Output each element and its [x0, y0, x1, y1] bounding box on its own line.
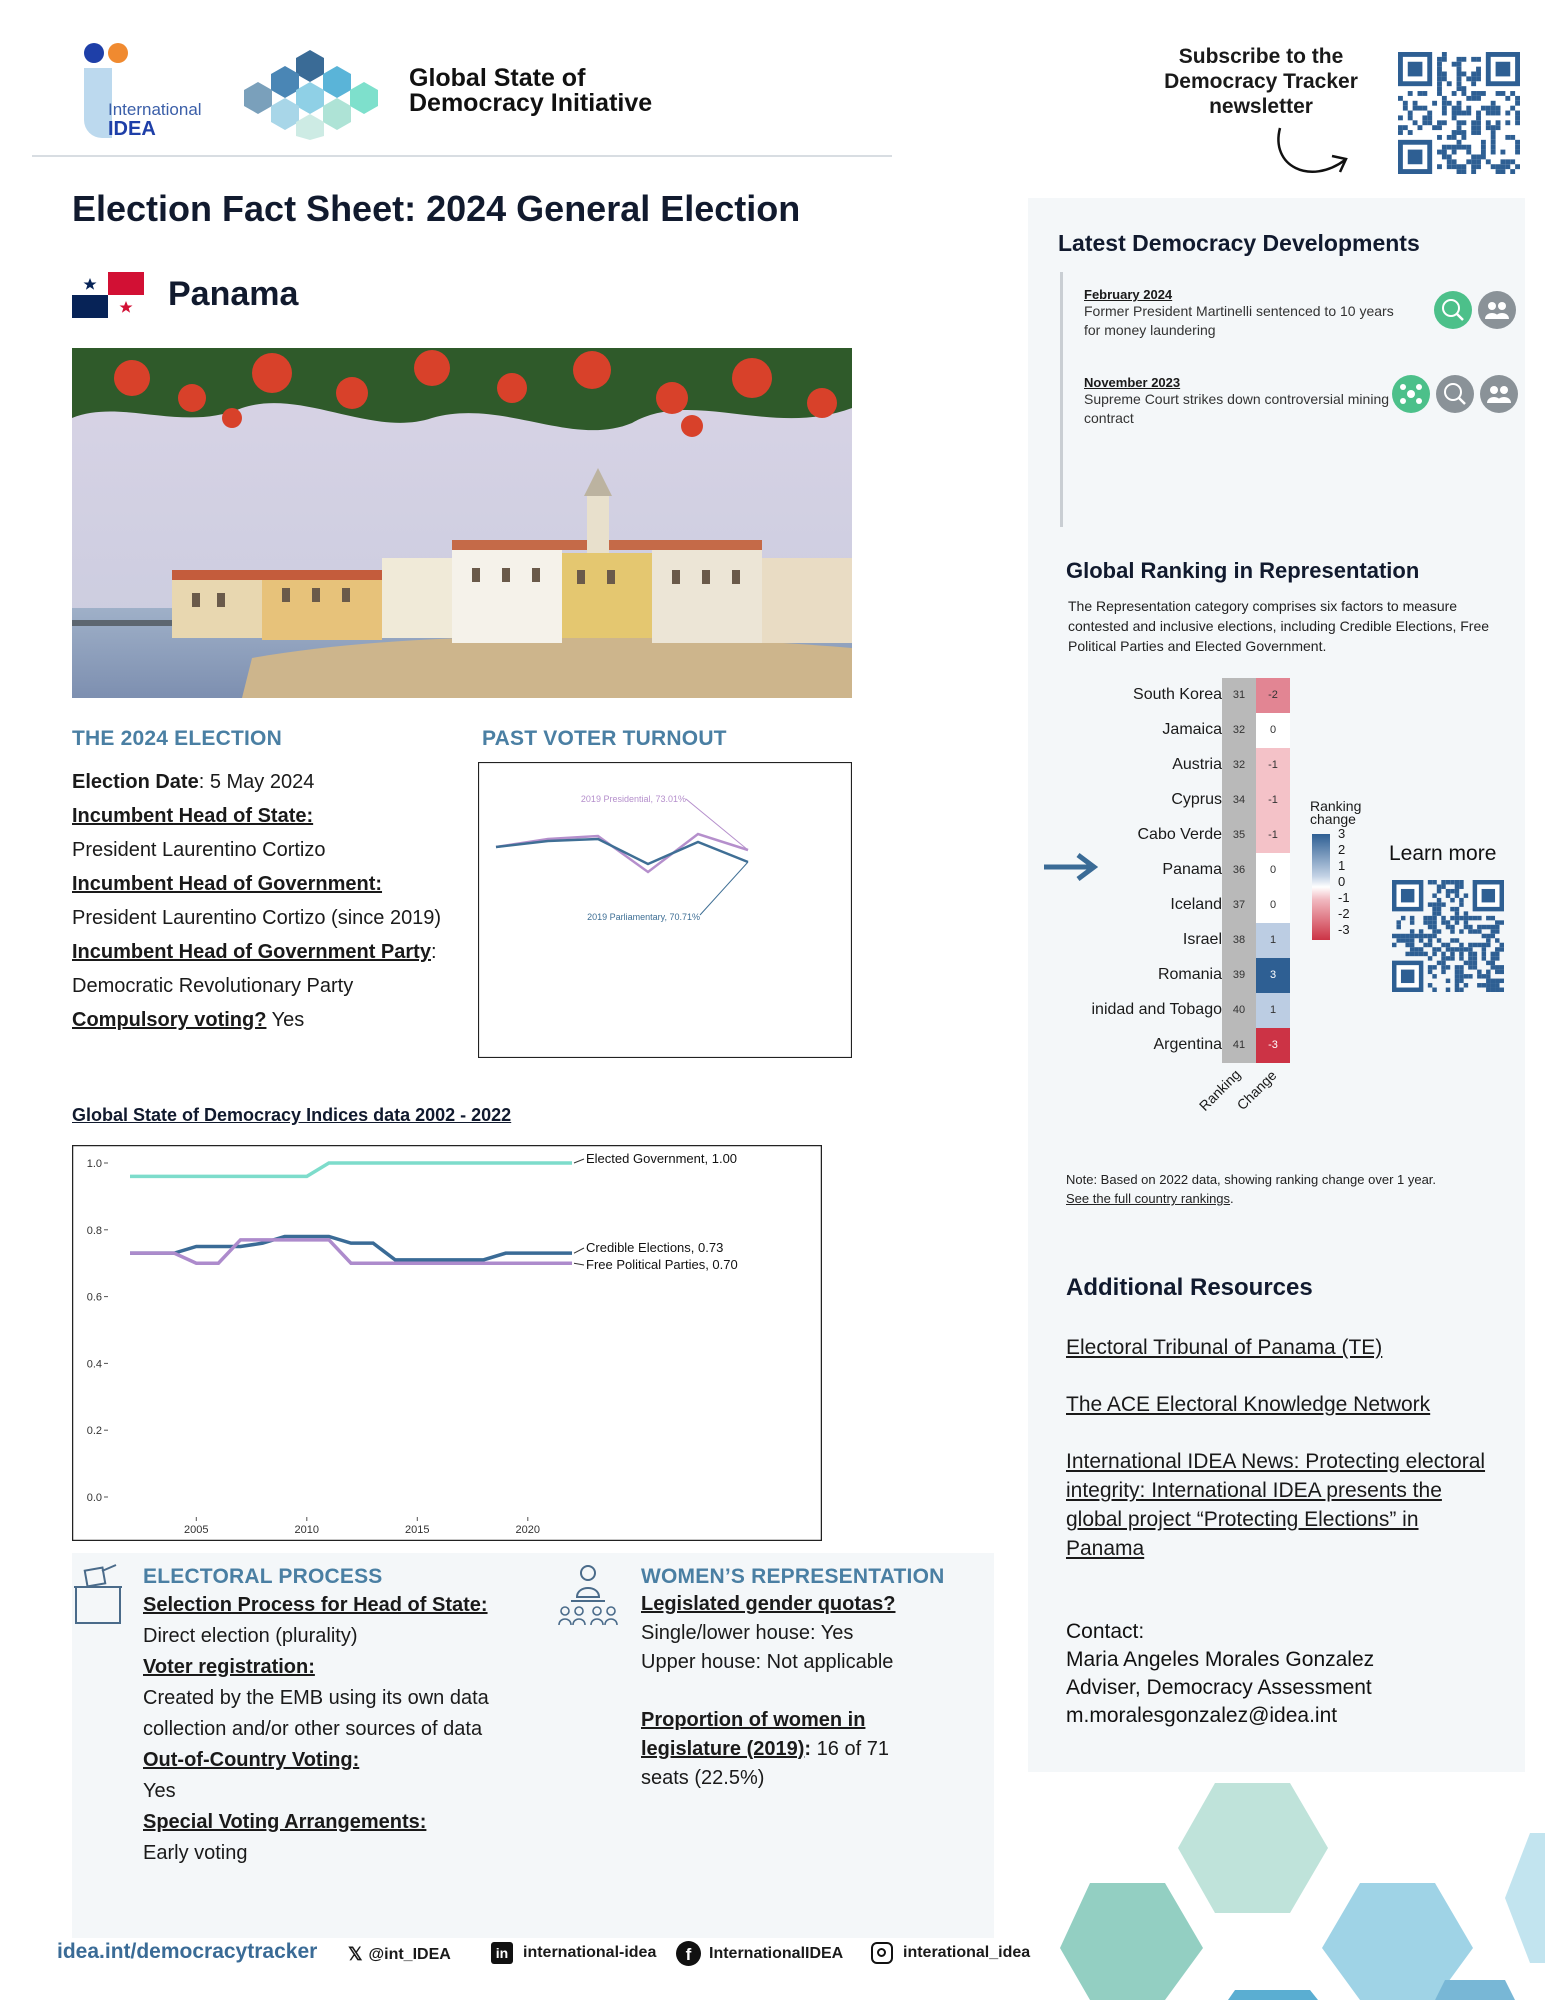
full-rankings-link[interactable]: See the full country rankings	[1066, 1191, 1231, 1206]
ranking-cell: 37	[1222, 888, 1256, 923]
ranking-cell: 41	[1222, 1028, 1256, 1063]
ranking-country-label: South Korea	[1133, 686, 1222, 703]
development-date: February 2024	[1084, 287, 1173, 302]
change-col-label: Change	[1233, 1067, 1280, 1113]
contact-name: Maria Angeles Morales Gonzalez	[1066, 1648, 1375, 1671]
quota-lower-label: Single/lower house	[641, 1622, 810, 1644]
change-cell: 3	[1256, 958, 1290, 993]
ranking-cell: 40	[1222, 993, 1256, 1028]
legend-title-line-1: Ranking	[1310, 798, 1362, 814]
initiative-name	[409, 66, 652, 116]
women-details	[641, 1590, 971, 1793]
ranking-cell: 34	[1222, 783, 1256, 818]
ballot-box-icon	[72, 1563, 124, 1625]
turnout-label-presidential: 2019 Presidential, 73.01%	[580, 794, 686, 804]
subscribe-line-1: Subscribe to the	[1178, 45, 1344, 68]
idea-news-link[interactable]: International IDEA News: Protecting electoral integrity: International IDEA presents the global project “Protecting Elections” in Panama	[1066, 1450, 1486, 1560]
selection-value: Direct election (plurality)	[143, 1625, 358, 1647]
learn-more-qr-code[interactable]	[1392, 880, 1504, 992]
header-divider	[32, 155, 892, 157]
subscribe-line-3: newsletter	[1209, 95, 1313, 118]
decorative-hexagons	[1060, 1780, 1545, 2000]
ranking-country-label: Romania	[1157, 966, 1222, 983]
curved-arrow-icon	[1270, 126, 1350, 186]
resources-heading: Additional Resources	[1066, 1274, 1313, 1301]
election-date-value: : 5 May 2024	[198, 771, 315, 793]
ranking-country-label: Cyprus	[1171, 791, 1222, 808]
ranking-country-label: Panama	[1162, 861, 1222, 878]
ranking-description: The Representation category comprises six factors to measure contested and inclusive elections, including Credible Elections, Free Political Parties and Elected Government.	[1068, 598, 1490, 654]
quota-label: Legislated gender quotas?	[641, 1593, 896, 1615]
change-cell: -1	[1256, 818, 1290, 853]
quota-lower-row	[641, 1619, 971, 1648]
change-cell: 1	[1256, 923, 1290, 958]
developments-rule	[1060, 272, 1063, 527]
magnifier-people-icon	[1436, 375, 1474, 413]
compulsory-value: Yes	[266, 1009, 305, 1031]
party-label: Incumbent Head of Government Party	[72, 941, 431, 963]
network-icon	[1392, 375, 1430, 413]
election-heading: THE 2024 ELECTION	[72, 727, 282, 750]
series-label: Free Political Parties, 0.70	[586, 1257, 738, 1272]
election-details	[72, 765, 462, 1037]
party-row	[72, 935, 462, 969]
legend-title	[1310, 800, 1361, 826]
party-colon: :	[430, 941, 437, 963]
ranking-country-label: inidad and Tobago	[1091, 1001, 1222, 1018]
party-value: Democratic Revolutionary Party	[72, 975, 354, 997]
electoral-tribunal-link[interactable]: Electoral Tribunal of Panama (TE)	[1066, 1336, 1383, 1359]
women-heading: WOMEN’S REPRESENTATION	[641, 1565, 945, 1588]
x-tick-label: 2010	[294, 1524, 320, 1536]
ace-network-link[interactable]: The ACE Electoral Knowledge Network	[1066, 1393, 1431, 1416]
logo-dot-blue	[84, 43, 104, 63]
change-cell: 0	[1256, 888, 1290, 923]
ranking-cell: 39	[1222, 958, 1256, 993]
ranking-country-label: Cabo Verde	[1137, 826, 1222, 843]
change-cell: 0	[1256, 713, 1290, 748]
footer-site-link[interactable]: idea.int/democracytracker	[57, 1940, 318, 1963]
x-tick-label: 2005	[184, 1524, 209, 1536]
y-tick-label: 1.0	[86, 1158, 102, 1170]
instagram-handle: interational_idea	[903, 1944, 1031, 1961]
page-title: Election Fact Sheet: 2024 General Election	[72, 188, 801, 229]
change-cell: 1	[1256, 993, 1290, 1028]
linkedin-icon: in	[491, 1942, 513, 1964]
legend-tick-label: -3	[1338, 922, 1350, 937]
ranking-country-label: Jamaica	[1162, 721, 1222, 738]
proportion-row	[641, 1735, 971, 1764]
learn-more-label: Learn more	[1389, 842, 1497, 865]
magnifier-people-icon	[1434, 291, 1472, 329]
series-label: Credible Elections, 0.73	[586, 1240, 724, 1255]
ranking-col-label: Ranking	[1195, 1066, 1244, 1114]
ranking-cell: 38	[1222, 923, 1256, 958]
head-of-state-value: President Laurentino Cortizo	[72, 839, 326, 861]
ocv-value: Yes	[143, 1780, 176, 1802]
proportion-colon: :	[804, 1738, 812, 1760]
ranking-heatmap	[1222, 678, 1292, 1068]
development-text: Supreme Court strikes down controversial mining contract	[1084, 391, 1390, 426]
indices-line-chart	[72, 1145, 822, 1541]
newsletter-qr-code[interactable]	[1398, 52, 1520, 174]
x-tick-label: 2015	[405, 1524, 430, 1536]
people-group-icon	[1480, 375, 1518, 413]
proportion-label-1: Proportion of women in	[641, 1709, 866, 1731]
people-group-icon	[1478, 291, 1516, 329]
ranking-cell: 35	[1222, 818, 1256, 853]
gsod-hexagon-logo	[240, 48, 385, 140]
proportion-value-1: 16 of 71	[811, 1738, 889, 1760]
election-date-row	[72, 765, 462, 799]
turnout-label-parliamentary: 2019 Parliamentary, 70.71%	[587, 912, 700, 922]
panama-flag-icon	[72, 272, 144, 318]
y-tick-label: 0.2	[86, 1425, 102, 1438]
turnout-heading: PAST VOTER TURNOUT	[482, 727, 727, 750]
ranking-country-label: Argentina	[1153, 1036, 1222, 1053]
series-label: Elected Government, 1.00	[586, 1151, 738, 1166]
y-tick-label: 0.0	[86, 1492, 102, 1504]
contact-email[interactable]: m.moralesgonzalez@idea.int	[1066, 1704, 1338, 1727]
ranking-heading: Global Ranking in Representation	[1066, 558, 1420, 583]
ranking-cell: 36	[1222, 853, 1256, 888]
compulsory-label: Compulsory voting?	[72, 1009, 267, 1031]
x-social[interactable]	[348, 1944, 451, 1965]
change-cell: -2	[1256, 678, 1290, 713]
head-of-state-label: Incumbent Head of State:	[72, 805, 314, 827]
quota-upper: Upper house: Not applicable	[641, 1651, 894, 1673]
legend-tick-label: 0	[1338, 874, 1346, 889]
legend-tick-label: 3	[1338, 826, 1346, 841]
ranking-cell: 32	[1222, 713, 1256, 748]
subscribe-text[interactable]	[1150, 44, 1372, 119]
linkedin-handle: international-idea	[523, 1944, 657, 1961]
legend-ticks	[1338, 827, 1358, 947]
facebook-icon: f	[676, 1941, 701, 1966]
developments-heading: Latest Democracy Developments	[1058, 230, 1420, 256]
development-item-1[interactable]	[1084, 287, 1394, 340]
x-logo-icon: 𝕏	[348, 1944, 363, 1964]
contact-label: Contact:	[1066, 1620, 1145, 1643]
compulsory-row	[72, 1003, 462, 1037]
facebook-handle: InternationalIDEA	[709, 1944, 844, 1962]
ranking-note-text: Note: Based on 2022 data, showing ranking change over 1 year.	[1066, 1172, 1437, 1187]
ranking-note	[1066, 1170, 1516, 1208]
ranking-country-label: Israel	[1182, 931, 1222, 948]
initiative-line-1: Global State of	[409, 64, 586, 92]
electoral-process-details	[143, 1590, 538, 1869]
development-date: November 2023	[1084, 375, 1181, 390]
instagram-social[interactable]	[871, 1942, 1030, 1964]
sva-value: Early voting	[143, 1842, 248, 1864]
ranking-cell: 32	[1222, 748, 1256, 783]
legend-title-line-2: change	[1310, 811, 1356, 827]
legend-tick-label: 1	[1338, 858, 1346, 873]
legend-tick-label: -2	[1338, 906, 1350, 921]
change-cell: 0	[1256, 853, 1290, 888]
panama-city-photo	[72, 348, 852, 698]
quota-lower-value: : Yes	[810, 1622, 854, 1644]
legend-tick-label: 2	[1338, 842, 1346, 857]
x-tick-label: 2020	[515, 1524, 541, 1536]
contact-block	[1066, 1618, 1374, 1730]
y-tick-label: 0.4	[86, 1358, 102, 1371]
change-cell: -1	[1256, 783, 1290, 818]
proportion-label-2: legislature (2019)	[641, 1738, 805, 1760]
change-cell: -1	[1256, 748, 1290, 783]
country-name: Panama	[168, 275, 299, 313]
sva-label: Special Voting Arrangements:	[143, 1811, 427, 1833]
ranking-country-label: Iceland	[1170, 896, 1222, 913]
change-cell: -3	[1256, 1028, 1290, 1063]
contact-role: Adviser, Democracy Assessment	[1066, 1676, 1372, 1699]
turnout-chart	[478, 762, 852, 1058]
linkedin-social[interactable]	[491, 1942, 656, 1964]
ranking-cell: 31	[1222, 678, 1256, 713]
legend-color-bar	[1312, 834, 1330, 940]
women-parliament-icon	[555, 1563, 621, 1629]
idea-logo[interactable]	[80, 40, 210, 140]
legend-tick-label: -1	[1338, 890, 1350, 905]
ranking-country-label: Austria	[1172, 756, 1222, 773]
initiative-line-2: Democracy Initiative	[409, 89, 653, 117]
ocv-label: Out-of-Country Voting:	[143, 1749, 360, 1771]
development-text: Former President Martinelli sentenced to 10 years for money laundering	[1084, 303, 1394, 338]
logo-dot-orange	[108, 43, 128, 63]
head-of-government-label: Incumbent Head of Government:	[72, 873, 383, 895]
head-of-government-value: President Laurentino Cortizo (since 2019)	[72, 907, 442, 929]
panama-arrow-icon	[1042, 852, 1098, 882]
indices-heading[interactable]: Global State of Democracy Indices data 2002 - 2022	[72, 1105, 512, 1125]
proportion-value-2: seats (22.5%)	[641, 1767, 765, 1789]
facebook-social[interactable]	[676, 1941, 843, 1966]
instagram-icon	[871, 1942, 893, 1964]
election-date-label: Election Date	[72, 771, 199, 793]
selection-label: Selection Process for Head of State:	[143, 1594, 488, 1616]
x-handle: @int_IDEA	[368, 1945, 451, 1963]
logo-text-idea: IDEA	[108, 118, 156, 140]
registration-value: Created by the EMB using its own data collection and/or other sources of data	[143, 1687, 489, 1740]
subscribe-line-2: Democracy Tracker	[1164, 70, 1358, 93]
ranking-note-link-row	[1066, 1189, 1516, 1208]
ranking-note-end: .	[1230, 1191, 1234, 1206]
development-item-2[interactable]	[1084, 375, 1394, 428]
y-tick-label: 0.6	[86, 1291, 102, 1304]
registration-label: Voter registration:	[143, 1656, 315, 1678]
y-tick-label: 0.8	[86, 1224, 102, 1237]
electoral-process-heading: ELECTORAL PROCESS	[143, 1565, 383, 1588]
logo-text-international: International	[108, 100, 202, 119]
